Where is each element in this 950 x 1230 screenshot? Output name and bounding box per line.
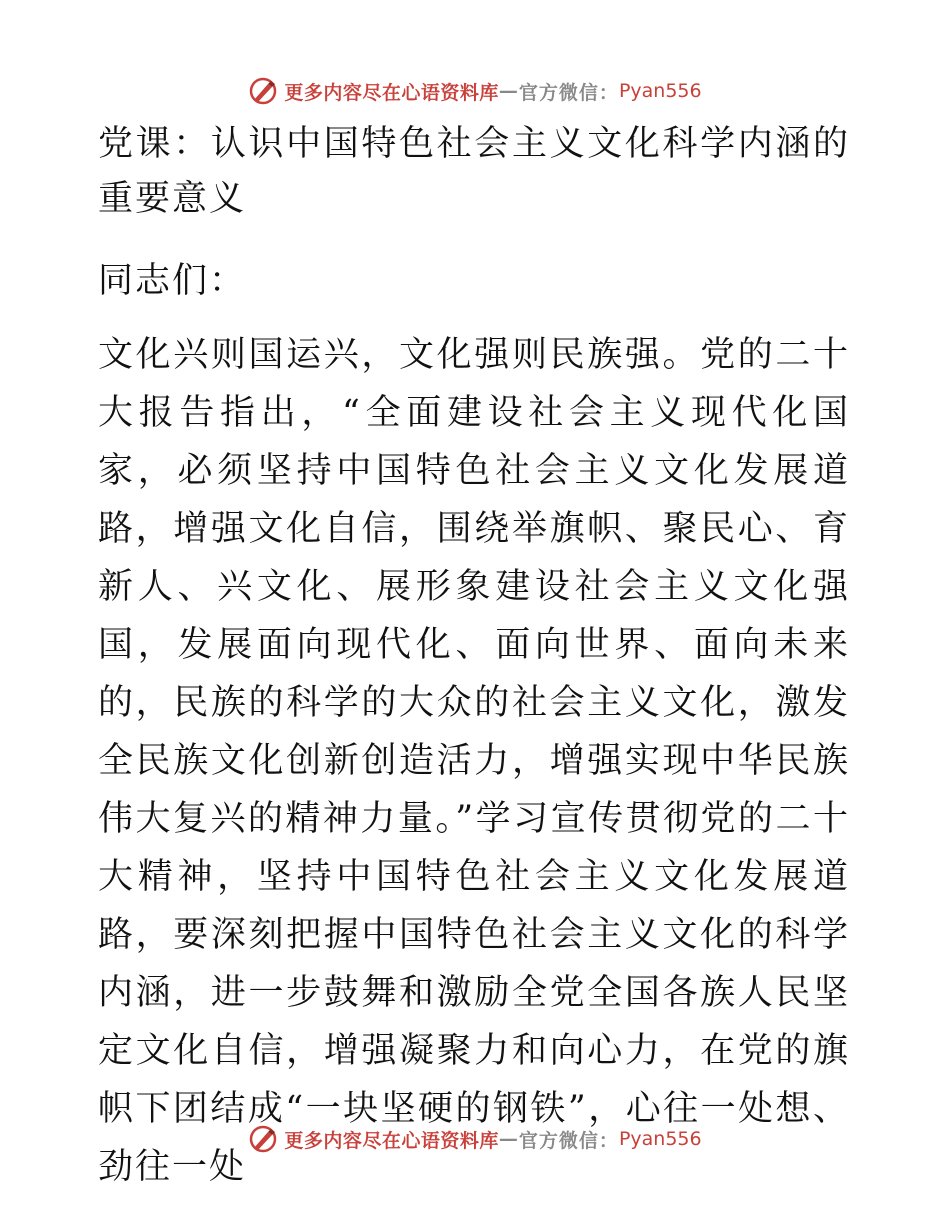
footer-watermark-banner bbox=[0, 1119, 950, 1159]
banner-account: Pyan556 bbox=[618, 1128, 702, 1150]
document-title: 党课：认识中国特色社会主义文化科学内涵的重要意义 bbox=[98, 124, 850, 219]
banner-main-text: 更多内容尽在心语资料库 bbox=[284, 81, 499, 104]
pen-logo-icon bbox=[248, 1124, 278, 1154]
banner-official-label: 官方微信： bbox=[518, 1129, 619, 1152]
banner-main-text: 更多内容尽在心语资料库 bbox=[284, 1129, 499, 1152]
banner-account: Pyan556 bbox=[618, 80, 702, 102]
pen-logo-icon bbox=[248, 76, 278, 106]
banner-official-label: 官方微信： bbox=[518, 81, 619, 104]
banner-separator: — bbox=[498, 1128, 519, 1150]
body-paragraph: 文化兴则国运兴，文化强则民族强。党的二十大报告指出，“全面建设社会主义现代化国家，必须坚持中国特色社会主义文化发展道路，增强文化自信，围绕举旗帜、聚民心、育新人、兴文化、展形象建设社会主义文化强国，发展面向现代化、面向世界、面向未来的，民族的科学的大众的社会主义文化，激发全民族文化创新创造活力，增强实现中华民族伟大复兴的精神力量。”学习宣传贯彻党的二十大精神，坚持中国特色社会主义文化发展道路，要深刻把握中国特色社会主义文化的科学内涵，进一步鼓舞和激励全党全国各族人民坚定文化自信，增强凝聚力和向心力，在党的旗帜下团结成“一块坚硬的钢铁”，心往一处想、劲往一处 bbox=[98, 335, 850, 1187]
header-watermark-banner bbox=[0, 71, 950, 111]
salutation: 同志们： bbox=[98, 261, 247, 301]
banner-separator: — bbox=[498, 80, 519, 102]
